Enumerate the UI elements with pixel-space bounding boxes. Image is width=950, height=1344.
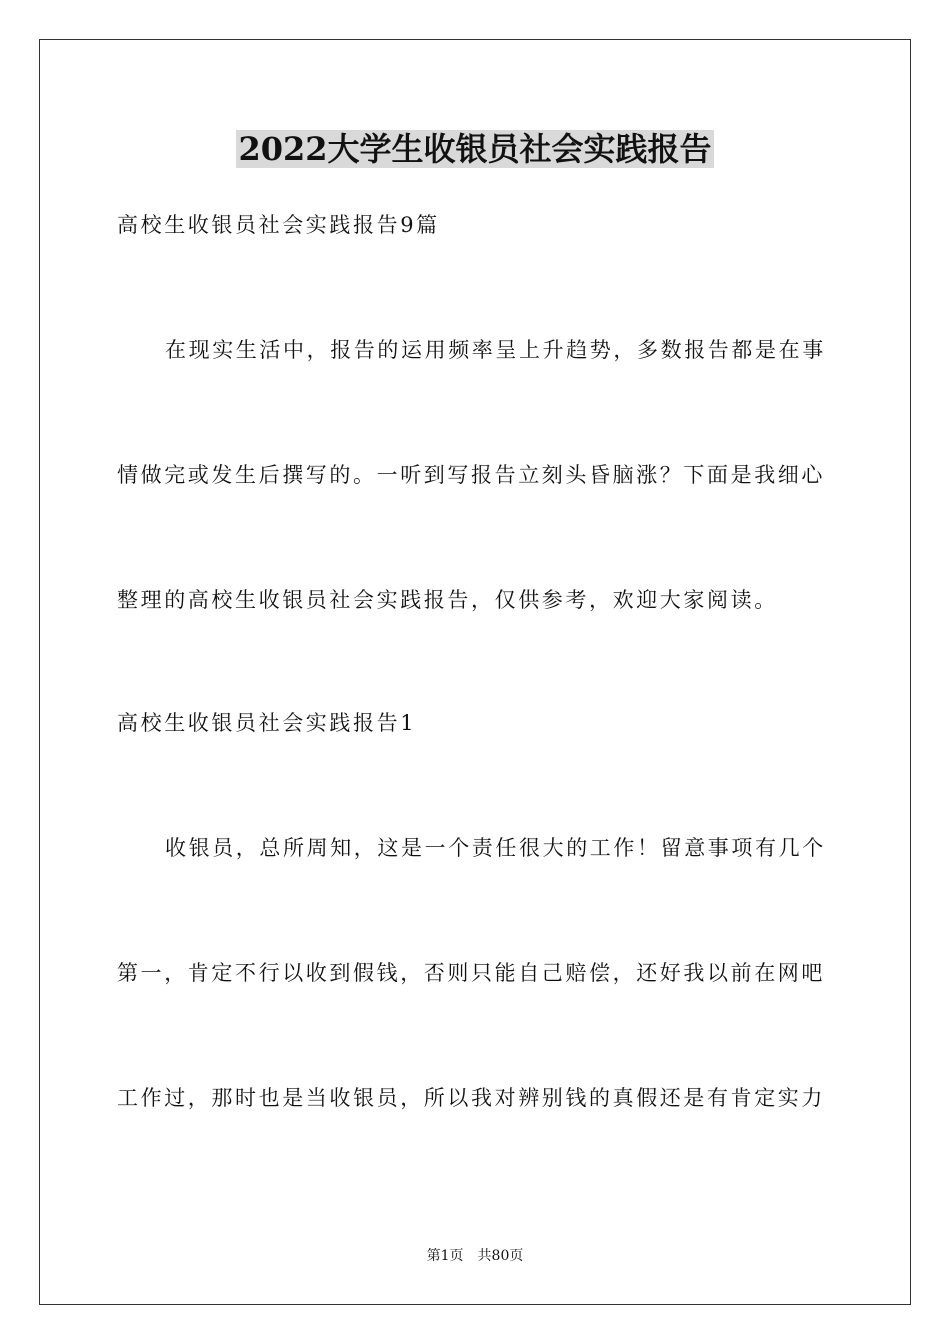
page-total: 共80页 — [477, 1248, 524, 1264]
page-footer — [0, 1246, 950, 1266]
paragraph-line: 在现实生活中，报告的运用频率呈上升趋势，多数报告都是在事 — [165, 338, 826, 362]
paragraph-line: 收银员，总所周知，这是一个责任很大的工作！留意事项有几个 — [165, 836, 826, 860]
paragraph-line: 情做完或发生后撰写的。一听到写报告立刻头昏脑涨？下面是我细心 — [117, 463, 825, 487]
paragraph-line: 整理的高校生收银员社会实践报告，仅供参考，欢迎大家阅读。 — [117, 588, 778, 612]
paragraph-line: 工作过，那时也是当收银员，所以我对辨别钱的真假还是有肯定实力 — [117, 1086, 825, 1110]
section-heading: 高校生收银员社会实践报告1 — [117, 711, 417, 735]
document-subtitle: 高校生收银员社会实践报告9篇 — [117, 213, 440, 237]
document-title — [0, 124, 950, 174]
document-title-text: 2022大学生收银员社会实践报告 — [238, 130, 712, 168]
page-number: 第1页 — [426, 1248, 464, 1264]
paragraph-line: 第一，肯定不行以收到假钱，否则只能自己赔偿，还好我以前在网吧 — [117, 961, 825, 985]
